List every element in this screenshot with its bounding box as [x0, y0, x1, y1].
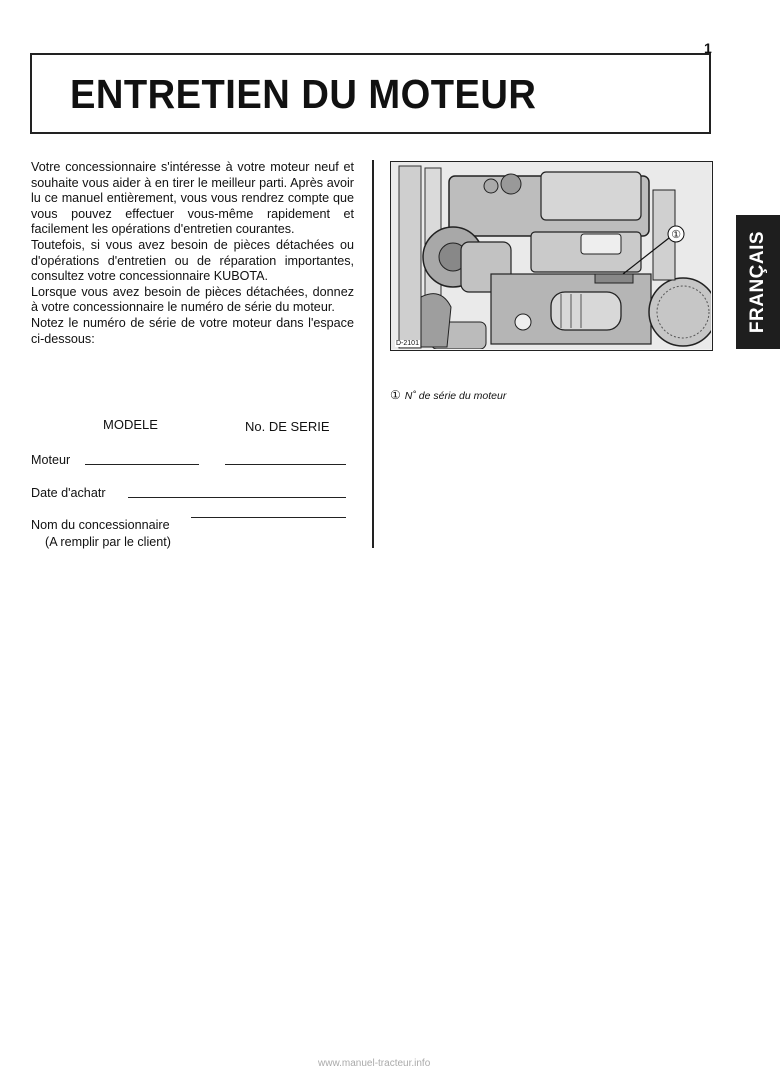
- intro-text: [31, 160, 354, 347]
- engine-drawing: [391, 162, 711, 349]
- page-title: ENTRETIEN DU MOTEUR: [70, 71, 537, 117]
- serial-header: No. DE SERIE: [245, 419, 330, 434]
- figure-callout: ①: [671, 228, 681, 241]
- engine-label: Moteur: [31, 453, 71, 467]
- purchase-date-label: Date d'achatr: [31, 486, 106, 500]
- language-tab-label: FRANÇAIS: [747, 230, 768, 334]
- dealer-label: Nom du concessionnaire: [31, 518, 170, 532]
- dealer-note: (A remplir par le client): [45, 535, 171, 549]
- purchase-date-line[interactable]: [128, 497, 346, 498]
- engine-illustration: [390, 161, 713, 351]
- column-divider: [372, 160, 374, 548]
- page-number: 1: [704, 40, 712, 56]
- engine-serial-line[interactable]: [225, 464, 346, 465]
- model-header: MODELE: [103, 417, 158, 432]
- language-tab: [736, 215, 780, 349]
- dealer-line[interactable]: [191, 517, 346, 518]
- caption-number: ①: [390, 388, 401, 402]
- intro-paragraph: Votre concessionnaire s'intéresse à votre moteur neuf et souhaite vous aider à en tirer le meilleur parti. Après avoir lu ce manuel entièrement, vous vous rendrez compte que vous pouvez effectuer vous-même rapidement et facilement les opérations d'entretien courantes.: [31, 160, 354, 237]
- engine-model-line[interactable]: [85, 464, 199, 465]
- footer-watermark: www.manuel-tracteur.info: [318, 1058, 431, 1069]
- caption-text: N˚ de série du moteur: [404, 390, 507, 402]
- figure-code: D-2101: [396, 340, 419, 347]
- intro-paragraph: Lorsque vous avez besoin de pièces détachées, donnez à votre concessionnaire le numéro de série du moteur.: [31, 284, 354, 315]
- figure-caption: [390, 388, 506, 402]
- title-box: [30, 53, 711, 134]
- intro-paragraph: Toutefois, si vous avez besoin de pièces détachées ou d'opérations d'entretien ou de réparation importantes, consultez votre concessionnaire KUBOTA.: [31, 237, 354, 284]
- intro-paragraph: Notez le numéro de série de votre moteur dans l'espace ci-dessous:: [31, 315, 354, 346]
